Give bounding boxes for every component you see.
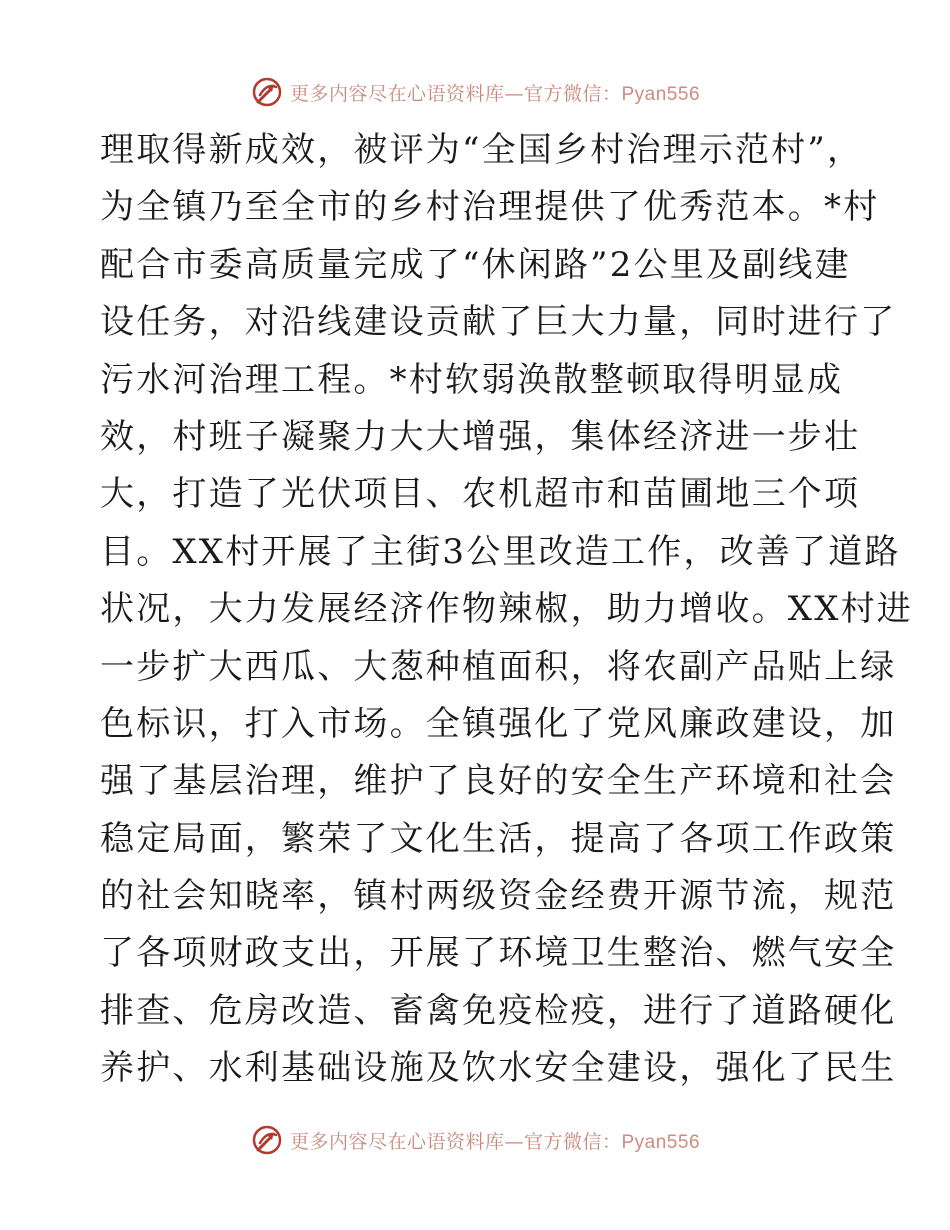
text-line: 配合市委高质量完成了“休闲路”2公里及副线建 [100,244,851,285]
footer-banner-wechat-id: Pyan556 [621,1131,701,1153]
text-line: 目。XX村开展了主街3公里改造工作，改善了道路 [100,531,901,572]
footer-banner-wechat-label: 官方微信： [523,1130,622,1153]
header-banner-content [250,75,700,109]
text-line: 大，打造了光伏项目、农机超市和苗圃地三个项 [100,474,861,515]
header-banner-separator: — [504,82,524,105]
text-line: 的社会知晓率，镇村两级资金经费开源节流，规范 [100,876,897,917]
text-line: 为全镇乃至全市的乡村治理提供了优秀范本。*村 [100,187,880,228]
text-line: 了各项财政支出，开展了环境卫生整治、燃气安全 [100,933,897,974]
header-banner-wechat-id: Pyan556 [621,83,701,105]
footer-banner-content [250,1123,700,1157]
text-line: 一步扩大西瓜、大葱种植面积，将农副产品贴上绿 [100,646,897,687]
footer-banner-separator: — [504,1130,524,1153]
text-line: 污水河治理工程。*村软弱涣散整顿取得明显成 [100,359,844,400]
text-line: 稳定局面，繁荣了文化生活，提高了各项工作政策 [100,818,897,859]
footer-banner-text [290,1127,700,1154]
text-line: 色标识，打入市场。全镇强化了党风廉政建设，加 [100,703,897,744]
header-banner-title: 更多内容尽在心语资料库 [289,82,505,105]
text-line: 效，村班子凝聚力大大增强，集体经济进一步壮 [100,416,861,457]
footer-banner-title: 更多内容尽在心语资料库 [289,1130,505,1153]
brand-logo-icon [250,75,284,109]
footer-banner [0,1120,950,1160]
header-banner [0,72,950,112]
brand-logo-icon [250,1123,284,1157]
text-line: 养护、水利基础设施及饮水安全建设，强化了民生 [100,1048,897,1089]
text-line: 状况，大力发展经济作物辣椒，助力增收。XX村进 [100,589,914,630]
text-line: 理取得新成效，被评为“全国乡村治理示范村”， [100,130,864,170]
header-banner-wechat-label: 官方微信： [523,82,622,105]
header-banner-text [290,79,700,106]
text-line: 排查、危房改造、畜禽免疫检疫，进行了道路硬化 [100,990,897,1031]
text-line: 设任务，对沿线建设贡献了巨大力量，同时进行了 [100,302,897,343]
document-body [100,122,914,1098]
text-line: 强了基层治理，维护了良好的安全生产环境和社会 [100,761,897,802]
